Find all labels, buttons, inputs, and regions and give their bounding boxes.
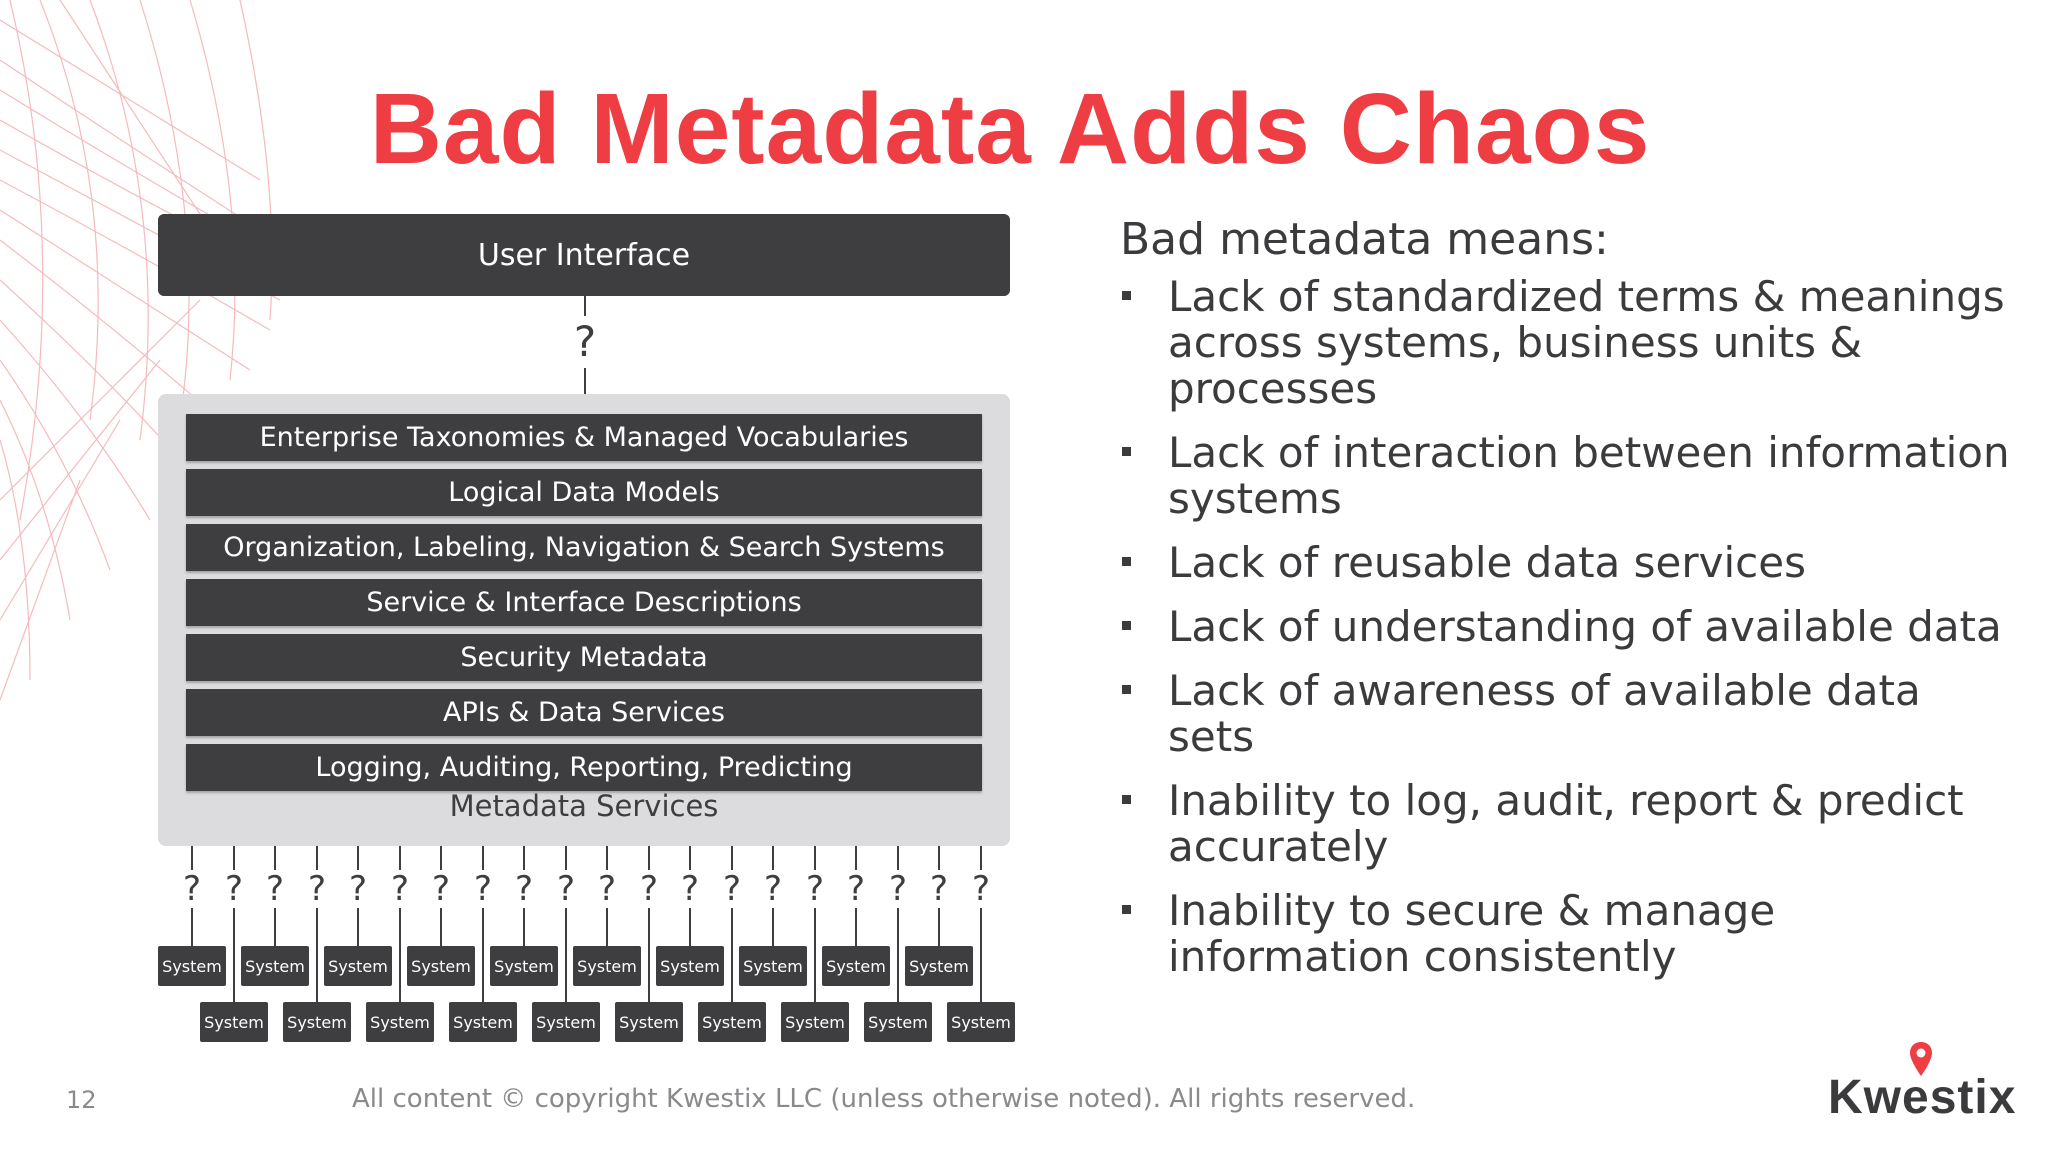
bullet-square-icon [1122,795,1131,804]
system-connector-question-mark: ? [594,870,620,908]
system-box: System [200,1002,268,1042]
system-box: System [781,1002,849,1042]
system-connector-question-mark: ? [179,870,205,908]
layer-logical-data-models: Logical Data Models [186,469,982,516]
system-connector-question-mark: ? [885,870,911,908]
system-connector-question-mark: ? [428,870,454,908]
system-connector-question-mark: ? [719,870,745,908]
system-box: System [532,1002,600,1042]
system-box: System [739,946,807,986]
bullet-text: Lack of reusable data services [1168,538,1806,587]
kwestix-logo: Kwestix [1828,1071,2017,1124]
bullet-item [1120,540,2020,586]
system-connector-question-mark: ? [677,870,703,908]
bullet-text: Inability to log, audit, report & predict accurately [1168,776,1964,871]
bullet-square-icon [1122,291,1131,300]
layer-taxonomies: Enterprise Taxonomies & Managed Vocabularies [186,414,982,461]
system-box: System [490,946,558,986]
slide-title: Bad Metadata Adds Chaos [369,73,1651,185]
user-interface-label: User Interface [477,237,691,273]
bullet-square-icon [1122,447,1131,456]
system-box: System [822,946,890,986]
page-number: 12 [66,1086,97,1114]
bullet-text: Lack of understanding of available data [1168,602,2002,651]
bullet-item [1120,888,2020,980]
bullet-item [1120,604,2020,650]
system-connector-question-mark: ? [760,870,786,908]
bullet-square-icon [1122,621,1131,630]
system-connector-question-mark: ? [304,870,330,908]
layer-apis-data-services: APIs & Data Services [186,689,982,736]
bullet-item [1120,274,2020,412]
system-box: System [905,946,973,986]
system-box: System [615,1002,683,1042]
layer-service-interface: Service & Interface Descriptions [186,579,982,626]
system-connector-question-mark: ? [843,870,869,908]
ui-connector-question-mark: ? [570,316,600,368]
layer-logging-auditing: Logging, Auditing, Reporting, Predicting [186,744,982,791]
system-connector-question-mark: ? [636,870,662,908]
system-box: System [656,946,724,986]
bullet-text: Lack of standardized terms & meanings across systems, business units & processes [1168,272,2005,413]
system-connector-question-mark: ? [968,870,994,908]
bullet-item [1120,778,2020,870]
system-connector-question-mark: ? [511,870,537,908]
text-panel [1120,214,2020,998]
system-connector-question-mark: ? [345,870,371,908]
layer-security-metadata: Security Metadata [186,634,982,681]
bullet-item [1120,668,2020,760]
system-box: System [573,946,641,986]
system-box: System [947,1002,1015,1042]
text-panel-lead: Bad metadata means: [1120,214,1609,265]
system-box: System [283,1002,351,1042]
bullet-text: Inability to secure & manage information consistently [1168,886,1776,981]
system-box: System [698,1002,766,1042]
bullet-square-icon [1122,905,1131,914]
metadata-services-label: Metadata Services [449,789,719,823]
system-box: System [241,946,309,986]
system-connector-question-mark: ? [470,870,496,908]
bullet-square-icon [1122,685,1131,694]
copyright-footer: All content © copyright Kwestix LLC (unless otherwise noted). All rights reserved. [352,1084,1416,1114]
system-box: System [324,946,392,986]
system-connector-question-mark: ? [387,870,413,908]
system-connector-question-mark: ? [553,870,579,908]
layer-organization-search: Organization, Labeling, Navigation & Search Systems [186,524,982,571]
system-box: System [407,946,475,986]
bullet-text: Lack of interaction between information systems [1168,428,2010,523]
bullet-list [1120,274,2020,980]
system-connector-question-mark: ? [926,870,952,908]
system-connector-question-mark: ? [802,870,828,908]
bullet-text: Lack of awareness of available data sets [1168,666,1921,761]
system-connector-question-mark: ? [262,870,288,908]
system-box: System [449,1002,517,1042]
system-box: System [158,946,226,986]
bullet-item [1120,430,2020,522]
system-connector-question-mark: ? [221,870,247,908]
system-box: System [864,1002,932,1042]
bullet-square-icon [1122,557,1131,566]
system-box: System [366,1002,434,1042]
